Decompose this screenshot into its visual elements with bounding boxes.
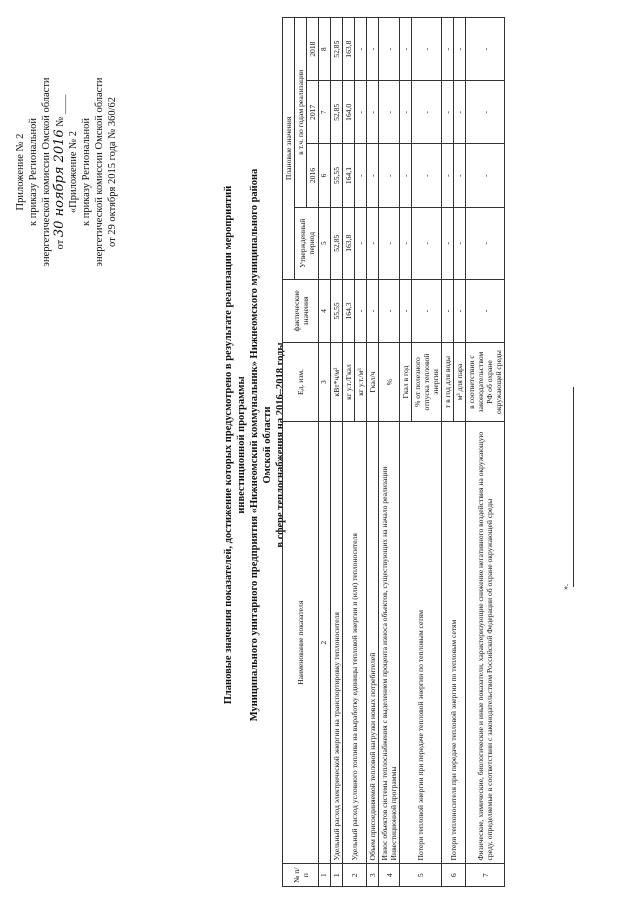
row-unit: % от полезного отпуска тепловой энергии <box>412 343 442 422</box>
row-approved: - <box>355 207 367 279</box>
row-2016: 164,1 <box>343 144 355 207</box>
table-row <box>379 18 400 887</box>
header-2017: 2017 <box>307 81 319 144</box>
table-row <box>400 18 412 887</box>
row-name: Потери тепловой энергии при передаче тепловой энергии по тепловым сетям <box>400 422 442 864</box>
row-unit: в соответствии с законодательством РФ об охране окружающей среды <box>466 343 505 422</box>
appendix-line: «Приложение № 2 <box>68 130 79 214</box>
header-by-years: в т.ч. по годам реализации <box>295 18 307 208</box>
row-actual: - <box>442 279 454 342</box>
row-actual: 55,55 <box>331 279 343 342</box>
row-2018: 163,8 <box>343 18 355 81</box>
row-2017: 52,85 <box>331 81 343 144</box>
table-row <box>331 18 343 887</box>
header-2016: 2016 <box>307 144 319 207</box>
row-approved: - <box>379 207 400 279</box>
row-actual: - <box>454 279 466 342</box>
row-name: Объем присоединяемой тепловой нагрузки новых потребителей <box>367 422 379 864</box>
title-line: Плановые значения показателей, достижение которых предусмотрено в результате реализации мероприятий инвестиционной программы <box>223 185 247 705</box>
row-number: 5 <box>400 864 442 887</box>
header-approved: Утвержденный период <box>295 207 319 279</box>
row-unit: м³ для пара <box>454 343 466 422</box>
row-2018: - <box>400 18 412 81</box>
row-approved: - <box>400 207 412 279</box>
row-approved: 52,85 <box>331 207 343 279</box>
header-no: № п/п <box>283 864 319 887</box>
row-2016: - <box>454 144 466 207</box>
row-2016: - <box>379 144 400 207</box>
appendix-line: энергетической комиссии Омской области <box>94 77 105 267</box>
row-unit: кг у.т./м³ <box>355 343 367 422</box>
row-2017: - <box>442 81 454 144</box>
row-2016: - <box>466 144 505 207</box>
row-name: Износ объектов системы теплоснабжения с выделением процента износа объектов, существующих на начало реализации Инвестиционной программы <box>379 422 400 864</box>
row-name: Потери теплоносителя при передаче тепловой энергии по тепловым сетям <box>442 422 466 864</box>
column-number: 7 <box>319 81 331 144</box>
row-unit: % <box>379 343 400 422</box>
row-2016: - <box>412 144 442 207</box>
column-number: 2 <box>319 422 331 864</box>
row-2018: 52,85 <box>331 18 343 81</box>
row-2016: - <box>367 144 379 207</box>
row-2016: - <box>442 144 454 207</box>
row-2017: - <box>466 81 505 144</box>
row-2018: - <box>442 18 454 81</box>
row-number: 4 <box>379 864 400 887</box>
row-approved: - <box>412 207 442 279</box>
indicators-table <box>282 17 505 887</box>
row-number: 2 <box>343 864 367 887</box>
column-number: 4 <box>319 279 331 342</box>
appendix-line: Приложение № 2 <box>15 133 26 211</box>
row-actual: - <box>466 279 505 342</box>
row-unit: кВт*ч/м³ <box>331 343 343 422</box>
appendix-line: к приказу Региональной <box>81 117 92 227</box>
row-number: 1 <box>331 864 343 887</box>
header-planned: Плановые значения <box>283 18 295 280</box>
row-2017: - <box>379 81 400 144</box>
row-number: 3 <box>367 864 379 887</box>
column-number: 1 <box>319 864 331 887</box>
column-number: 5 <box>319 207 331 279</box>
row-unit: Гкал/ч <box>367 343 379 422</box>
row-2018: - <box>454 18 466 81</box>
row-2018: - <box>355 18 367 81</box>
row-approved: - <box>367 207 379 279</box>
row-2017: - <box>355 81 367 144</box>
row-2017: - <box>367 81 379 144</box>
row-2018: - <box>466 18 505 81</box>
document-title <box>222 165 287 725</box>
table-row <box>466 18 505 887</box>
title-line: Муниципального унитарного предприятия «Нижнеомский коммунальник» Нижнеомского муниципального района Омской области <box>249 168 273 722</box>
row-approved: - <box>442 207 454 279</box>
row-actual: - <box>367 279 379 342</box>
row-approved: 163,8 <box>343 207 355 279</box>
table-row <box>442 18 454 887</box>
column-number: 8 <box>319 18 331 81</box>
header-unit: Ед. изм. <box>283 343 319 422</box>
column-number-row <box>319 18 331 887</box>
row-2017: 164,0 <box>343 81 355 144</box>
row-name: Удельный расход электрической энергии на транспортировку теплоносителя <box>331 422 343 864</box>
title-line: в сфере теплоснабжения на 2016–2018 годы <box>275 342 286 548</box>
handwritten-date: 30 ноября 2016 <box>52 129 67 238</box>
appendix-date-line <box>53 22 67 322</box>
row-number: 6 <box>442 864 466 887</box>
row-number: 7 <box>466 864 505 887</box>
footer-rule <box>573 387 574 587</box>
row-unit: кг у.т./Гкал <box>343 343 355 422</box>
row-unit: Гкал в год <box>400 343 412 422</box>
row-2016: 55,55 <box>331 144 343 207</box>
appendix-line: к приказу Региональной <box>28 117 39 227</box>
row-actual: - <box>412 279 442 342</box>
closing-quote-mark: ». <box>561 584 570 590</box>
header-actual: фактические значения <box>283 279 319 342</box>
table-row <box>343 18 355 887</box>
row-name: Физические, химические, биологические и иные показатели, характеризующие снижение негативного воздействия на окружающую среду, определяемые в соответствии с законодательством Российской Федерации об охране окружающей среды <box>466 422 505 864</box>
column-number: 6 <box>319 144 331 207</box>
row-actual: - <box>400 279 412 342</box>
number-label: № <box>55 116 66 127</box>
row-2018: - <box>412 18 442 81</box>
row-2018: - <box>367 18 379 81</box>
appendix-line: энергетической комиссии Омской области <box>41 77 52 267</box>
row-approved: - <box>454 207 466 279</box>
row-2018: - <box>379 18 400 81</box>
row-2017: - <box>412 81 442 144</box>
appendix-line: от 29 октября 2015 года № 360/62 <box>107 96 118 248</box>
row-2017: - <box>454 81 466 144</box>
header-name: Наименование показателя <box>283 422 319 864</box>
table-row <box>367 18 379 887</box>
row-name: Удельный расход условного топлива на выработку единицы тепловой энергии и (или) теплоносителя <box>343 422 367 864</box>
row-actual: - <box>379 279 400 342</box>
row-approved: - <box>466 207 505 279</box>
row-2017: - <box>400 81 412 144</box>
header-2018: 2018 <box>307 18 319 81</box>
date-prefix: от <box>55 239 66 250</box>
row-actual: 164,3 <box>343 279 355 342</box>
row-2016: - <box>400 144 412 207</box>
row-unit: т в год для воды <box>442 343 454 422</box>
row-actual: - <box>355 279 367 342</box>
column-number: 3 <box>319 343 331 422</box>
handwritten-number: ___ <box>52 94 67 115</box>
appendix-header <box>14 22 119 322</box>
row-2016: - <box>355 144 367 207</box>
